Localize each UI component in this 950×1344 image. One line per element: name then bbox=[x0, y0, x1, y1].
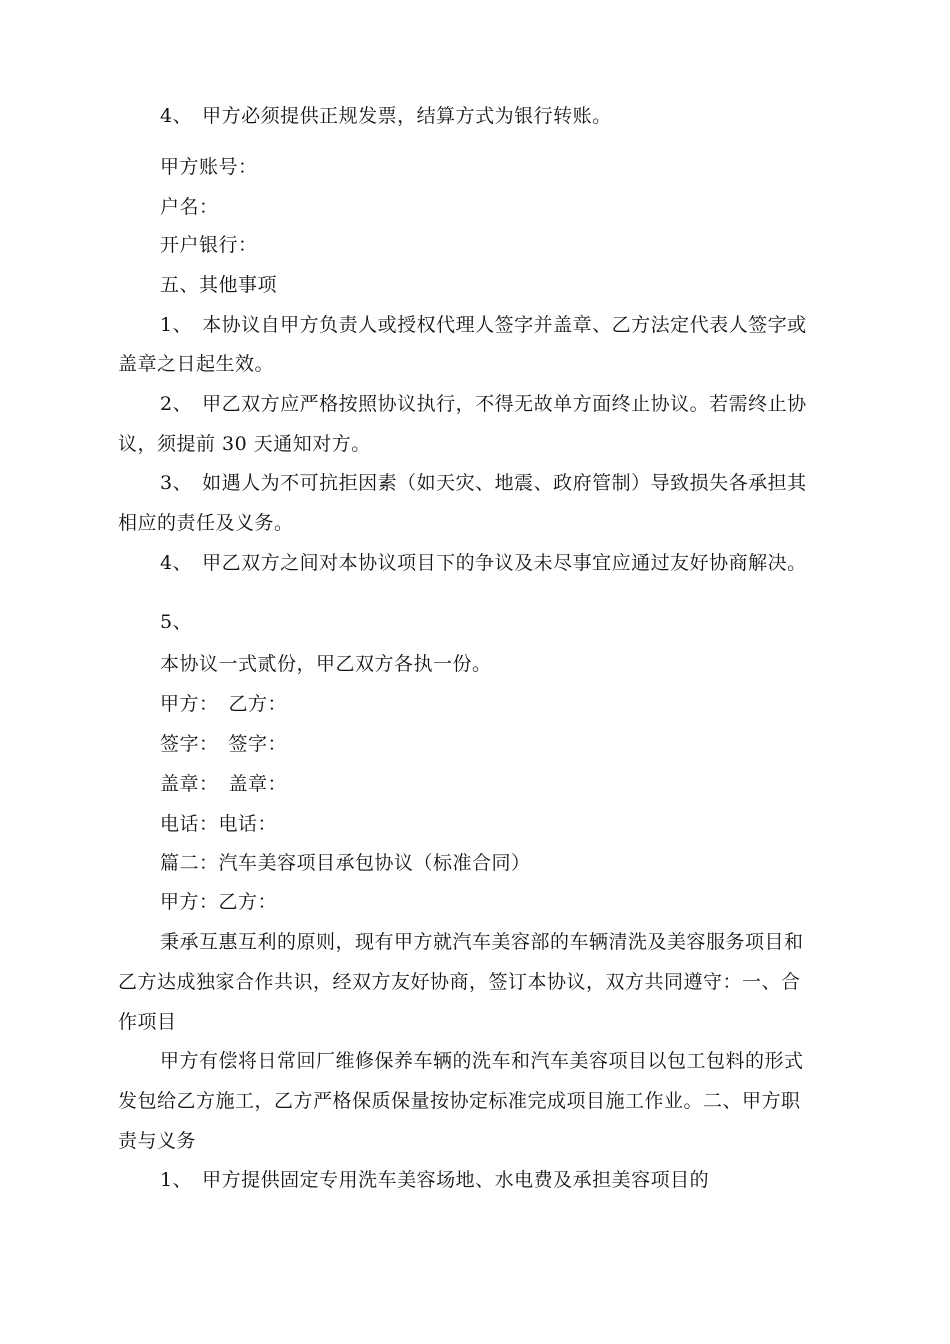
part-two-title: 篇二：汽车美容项目承包协议（标准合同） bbox=[160, 852, 531, 874]
project-line-3: 责与义务 bbox=[118, 1130, 197, 1152]
clause-3-line-1: 3、 如遇人为不可抗拒因素（如天灾、地震、政府管制）导致损失各承担其 bbox=[160, 472, 807, 494]
clause-2-line-1: 2、 甲乙双方应严格按照协议执行，不得无故单方面终止协议。若需终止协 bbox=[160, 393, 807, 415]
clause-4: 4、 甲乙双方之间对本协议项目下的争议及未尽事宜应通过友好协商解决。 bbox=[160, 552, 807, 574]
intro-line-1: 秉承互惠互利的原则，现有甲方就汽车美容部的车辆清洗及美容服务项目和 bbox=[160, 931, 804, 953]
clause-1-line-2: 盖章之日起生效。 bbox=[118, 353, 275, 375]
party-a-account-label: 甲方账号： bbox=[160, 156, 258, 178]
clause-3-line-2: 相应的责任及义务。 bbox=[118, 512, 294, 534]
clause-5-number: 5、 bbox=[160, 611, 193, 633]
signature-sign: 签字： 签字： bbox=[160, 733, 288, 755]
signature-parties: 甲方： 乙方： bbox=[160, 693, 288, 715]
project-line-1: 甲方有偿将日常回厂维修保养车辆的洗车和汽车美容项目以包工包料的形式 bbox=[160, 1050, 804, 1072]
intro-line-2: 乙方达成独家合作共识，经双方友好协商，签订本协议，双方共同遵守：一、合 bbox=[118, 971, 801, 993]
section-heading-other: 五、其他事项 bbox=[160, 274, 278, 296]
signature-phone: 电话：电话： bbox=[160, 813, 278, 835]
bank-label: 开户银行： bbox=[160, 234, 258, 256]
copies-statement: 本协议一式贰份，甲乙双方各执一份。 bbox=[160, 653, 492, 675]
intro-line-3: 作项目 bbox=[118, 1011, 177, 1033]
part-two-parties: 甲方：乙方： bbox=[160, 891, 278, 913]
paragraph-item-4-invoice: 4、 甲方必须提供正规发票，结算方式为银行转账。 bbox=[160, 105, 612, 127]
project-line-2: 发包给乙方施工，乙方严格保质保量按协定标准完成项目施工作业。二、甲方职 bbox=[118, 1090, 801, 1112]
clause-1-line-1: 1、 本协议自甲方负责人或授权代理人签字并盖章、乙方法定代表人签字或 bbox=[160, 314, 807, 336]
clause-2-line-2: 议，须提前 30 天通知对方。 bbox=[118, 433, 371, 455]
signature-seal: 盖章： 盖章： bbox=[160, 773, 288, 795]
account-name-label: 户名： bbox=[160, 196, 219, 218]
duty-clause-1: 1、 甲方提供固定专用洗车美容场地、水电费及承担美容项目的 bbox=[160, 1169, 710, 1191]
